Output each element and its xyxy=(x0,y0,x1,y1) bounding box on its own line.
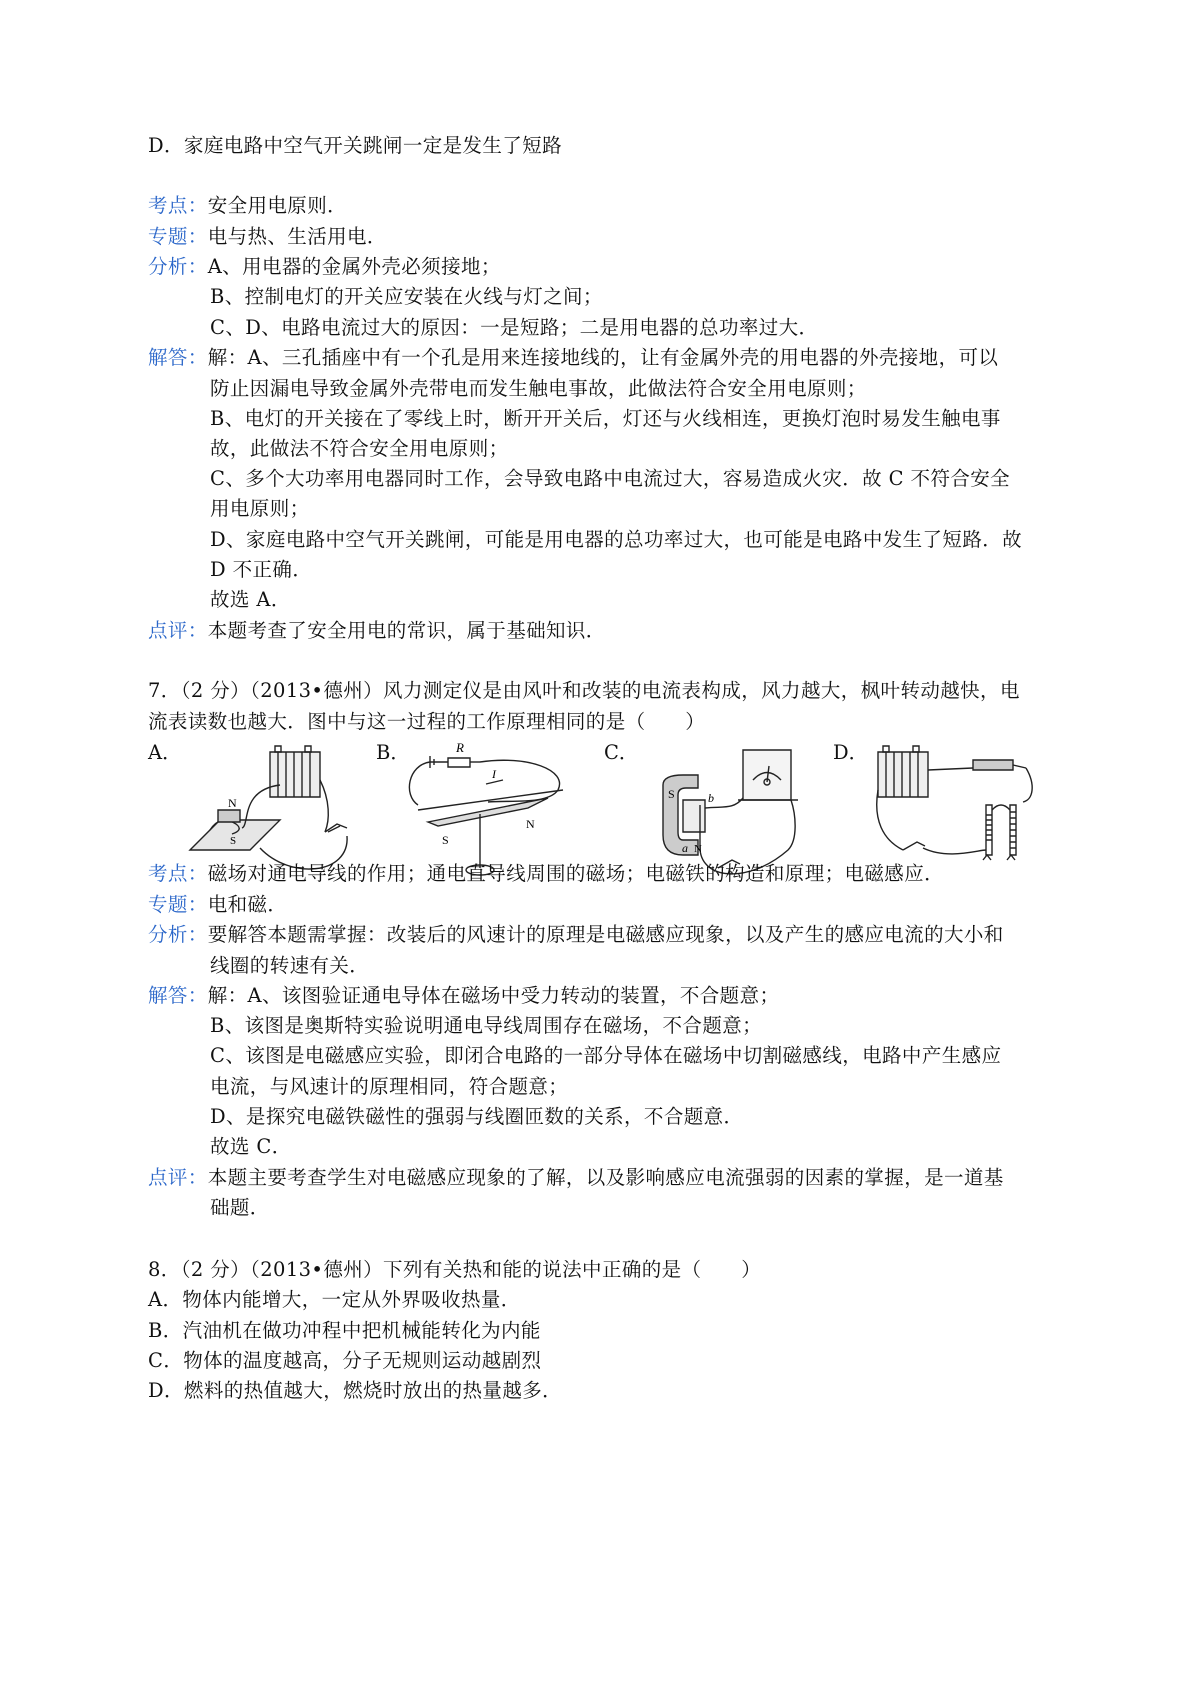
q7-fenxi-0: 要解答本题需掌握：改装后的风速计的原理是电磁感应现象，以及产生的感应电流的大小和 xyxy=(207,923,1004,946)
figure-b-r-label: R xyxy=(456,740,464,755)
q6-jieda-line xyxy=(148,343,998,373)
jieda-label: 解答： xyxy=(148,984,208,1007)
q7-zhuanti: 电和磁． xyxy=(207,893,288,916)
q7-jieda-1: B、该图是奥斯特实验说明通电导线周围存在磁场，不合题意； xyxy=(210,1014,763,1037)
q6-jieda-5: 用电原则； xyxy=(210,497,310,520)
q7-fenxi-line xyxy=(148,920,1004,950)
zhuanti-label: 专题： xyxy=(148,225,208,248)
q6-jieda-6: D、家庭电路中空气开关跳闸，可能是用电器的总功率过大，也可能是电路中发生了短路．故 xyxy=(210,528,1023,551)
figure-b-i-label: I xyxy=(492,767,496,781)
q7-option-c-label: C． xyxy=(604,741,639,764)
q6-fenxi-line xyxy=(148,252,501,282)
fenxi-label: 分析： xyxy=(148,923,208,946)
figure-b-n-label: N xyxy=(526,817,535,831)
q8-option-a: A．物体内能增大，一定从外界吸收热量． xyxy=(148,1288,521,1311)
q8-option-c: C．物体的温度越高，分子无规则运动越剧烈 xyxy=(148,1349,542,1372)
q8-option-b: B．汽油机在做功冲程中把机械能转化为内能 xyxy=(148,1319,541,1342)
magnet xyxy=(218,810,240,822)
q6-zhuanti-line xyxy=(148,222,387,252)
kaodian-label: 考点： xyxy=(148,862,208,885)
dianping-label: 点评： xyxy=(148,619,208,642)
resistor xyxy=(448,758,470,767)
q7-fenxi-1: 线圈的转速有关． xyxy=(210,954,370,977)
q7-dianping-0: 本题主要考查学生对电磁感应现象的了解，以及影响感应电流强弱的因素的掌握，是一道基 xyxy=(207,1166,1004,1189)
q7-dianping-1: 础题． xyxy=(210,1196,270,1219)
q6-dianping-line xyxy=(148,616,606,646)
q7-option-d-label: D． xyxy=(833,741,869,764)
jieda-label: 解答： xyxy=(148,346,208,369)
q7-kaodian-line xyxy=(148,859,944,889)
figure-a-n-label: N xyxy=(228,796,237,810)
figure-c-n-label: N xyxy=(694,843,702,855)
q6-jieda-3: 故，此做法不符合安全用电原则； xyxy=(210,437,509,460)
q6-jieda-4: C、多个大功率用电器同时工作，会导致电路中电流过大，容易造成火灾．故 C 不符合安全 xyxy=(210,467,1011,490)
q7-jieda-2: C、该图是电磁感应实验，即闭合电路的一部分导体在磁场中切割磁感线，电路中产生感应 xyxy=(210,1044,1002,1067)
q7-jieda-0: 解：A、该图验证通电导体在磁场中受力转动的装置，不合题意； xyxy=(207,984,780,1007)
kaodian-label: 考点： xyxy=(148,194,208,217)
q6-kaodian: 安全用电原则． xyxy=(207,194,348,217)
q6-fenxi-2: C、D、电路电流过大的原因：一是短路；二是用电器的总功率过大． xyxy=(210,316,819,339)
q6-fenxi-1: B、控制电灯的开关应安装在火线与灯之间； xyxy=(210,285,603,308)
figure-c-s-label: S xyxy=(668,787,675,801)
q6-dianping: 本题考查了安全用电的常识，属于基础知识． xyxy=(207,619,606,642)
q7-zhuanti-line xyxy=(148,890,287,920)
q7-dianping-line xyxy=(148,1163,1004,1193)
q6-zhuanti: 电与热、生活用电． xyxy=(207,225,387,248)
q8-option-d: D．燃料的热值越大，燃烧时放出的热量越多． xyxy=(148,1379,563,1402)
q8-stem: 8．（2 分）（2013•德州）下列有关热和能的说法中正确的是（ ） xyxy=(148,1258,762,1281)
q6-fenxi-0: A、用电器的金属外壳必须接地； xyxy=(207,255,501,278)
dianping-label: 点评： xyxy=(148,1166,208,1189)
figure-a-s-label: S xyxy=(230,835,237,847)
rheostat xyxy=(973,760,1013,770)
q6-jieda-0: 解：A、三孔插座中有一个孔是用来连接地线的，让有金属外壳的用电器的外壳接地，可以 xyxy=(207,346,999,369)
q7-option-a-label: A． xyxy=(148,741,182,764)
q6-kaodian-line xyxy=(148,191,347,221)
q7-jieda-line xyxy=(148,981,779,1011)
q6-jieda-7: D 不正确． xyxy=(210,558,313,581)
q6-jieda-1: 防止因漏电导致金属外壳带电而发生触电事故，此做法符合安全用电原则； xyxy=(210,377,867,400)
q7-stem-1: 流表读数也越大．图中与这一过程的工作原理相同的是（ ） xyxy=(148,710,706,733)
q6-jieda-2: B、电灯的开关接在了零线上时，断开开关后，灯还与火线相连，更换灯泡时易发生触电事 xyxy=(210,407,1001,430)
galvanometer xyxy=(743,750,791,800)
figure-c-a-label: a xyxy=(682,841,688,855)
q7-kaodian: 磁场对通电导线的作用；通电直导线周围的磁场；电磁铁的构造和原理；电磁感应． xyxy=(207,862,945,885)
q6-option-d: D．家庭电路中空气开关跳闸一定是发生了短路 xyxy=(148,134,563,157)
figure-b-s-label: S xyxy=(442,833,449,847)
q7-jieda-3: 电流，与风速计的原理相同，符合题意； xyxy=(210,1075,569,1098)
figure-c-b-label: b xyxy=(708,791,714,805)
fenxi-label: 分析： xyxy=(148,255,208,278)
q7-stem-0: 7．（2 分）（2013•德州）风力测定仪是由风叶和改装的电流表构成，风力越大，枫叶转动越快，电 xyxy=(148,679,1020,702)
q7-jieda-5: 故选 C． xyxy=(210,1135,292,1158)
q7-option-b-label: B． xyxy=(376,741,410,764)
q7-jieda-4: D、是探究电磁铁磁性的强弱与线圈匝数的关系，不合题意． xyxy=(210,1105,744,1128)
zhuanti-label: 专题： xyxy=(148,893,208,916)
q6-jieda-8: 故选 A． xyxy=(210,588,291,611)
